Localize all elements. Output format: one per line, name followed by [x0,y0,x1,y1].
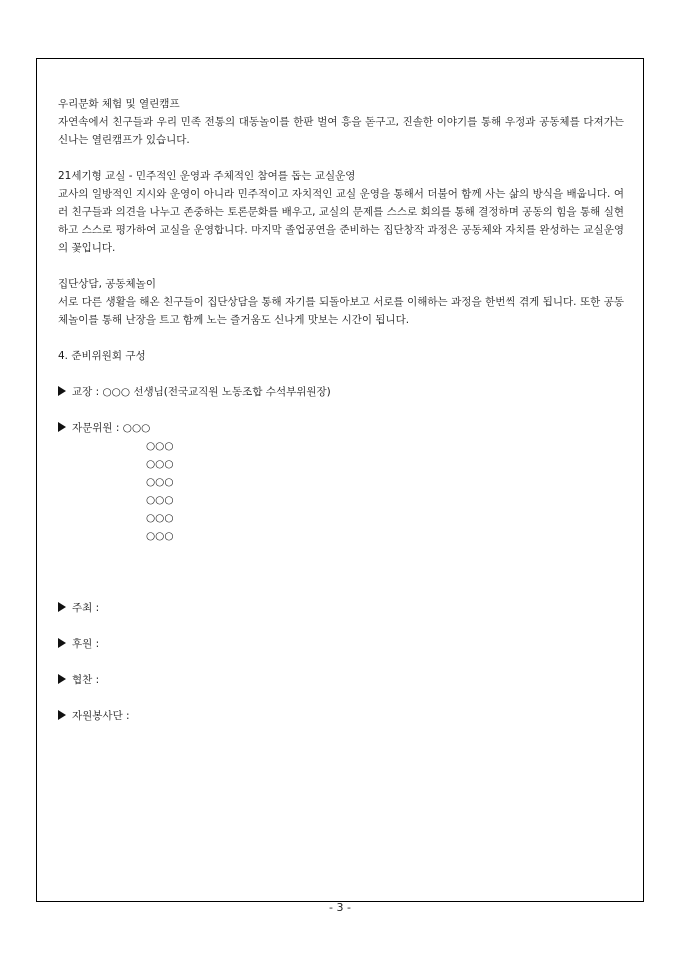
cooperation-row [58,671,624,689]
counseling-heading: 집단상담, 공동체놀이 [58,278,156,290]
triangle-bullet-icon [58,602,66,612]
advisor-name: ○○○ [146,440,174,452]
spacer [58,365,624,383]
spacer [58,545,624,599]
triangle-bullet-icon [58,386,66,396]
document-body [58,95,624,743]
committee-heading: 4. 준비위원회 구성 [58,350,146,362]
advisor-name: ○○○ [146,512,174,524]
volunteers-text: 자원봉사단 : [72,710,130,722]
sponsor-text: 후원 : [72,638,100,650]
advisor-name: ○○○ [122,422,151,434]
triangle-bullet-icon [58,710,66,720]
classroom-body: 교사의 일방적인 지시와 운영이 아니라 민주적이고 자치적인 교실 운영을 통해서 더불어 함께 사는 삶의 방식을 배웁니다. 여러 친구들과 의견을 나누고 존중하는 토론문화를 배우고, 교실의 문제를 스스로 회의를 통해 결정하며 공동의 힘을 통해 실현하고 스스로 평가하여 교실을 운영합니다. 마지막 졸업공연을 준비하는 집단창작 과정은 공동체와 자치를 완성하는 교실운영의 꽃입니다. [58,188,624,254]
spacer [58,329,624,347]
host-row [58,599,624,617]
advisor-list [58,419,624,545]
host-text: 주최 : [72,602,100,614]
triangle-bullet-icon [58,674,66,684]
culture-camp-body: 자연속에서 친구들과 우리 민족 전통의 대동놀이를 한판 벌여 흥을 돋구고, 진솔한 이야기를 통해 우정과 공동체를 다져가는 신나는 열린캠프가 있습니다. [58,116,624,146]
advisor-row-first [58,419,624,437]
spacer [58,149,624,167]
advisor-name: ○○○ [146,458,174,470]
advisors-label: 자문위원 : [72,422,123,434]
principal-text: 교장 : ○○○ 선생님(전국교직원 노동조합 수석부위원장) [72,386,331,398]
triangle-bullet-icon [58,638,66,648]
cooperation-text: 협찬 : [72,674,100,686]
sponsor-row [58,635,624,653]
advisor-rest-list [58,437,624,545]
advisor-name: ○○○ [146,494,174,506]
advisor-name: ○○○ [146,476,174,488]
classroom-heading: 21세기형 교실 - 민주적인 운영과 주체적인 참여를 돕는 교실운영 [58,170,356,182]
principal-row [58,383,624,401]
triangle-bullet-icon [58,422,66,432]
counseling-body: 서로 다른 생활을 해온 친구들이 집단상담을 통해 자기를 되돌아보고 서로를 이해하는 과정을 한번씩 겪게 됩니다. 또한 공동체놀이를 통해 난장을 트고 함께 노는 즐거움도 신나게 맛보는 시간이 됩니다. [58,296,624,326]
advisor-name: ○○○ [146,530,174,542]
volunteers-row [58,707,624,725]
spacer [58,257,624,275]
page-number: - 3 - [329,901,351,914]
culture-camp-heading: 우리문화 체험 및 열린캠프 [58,98,180,110]
